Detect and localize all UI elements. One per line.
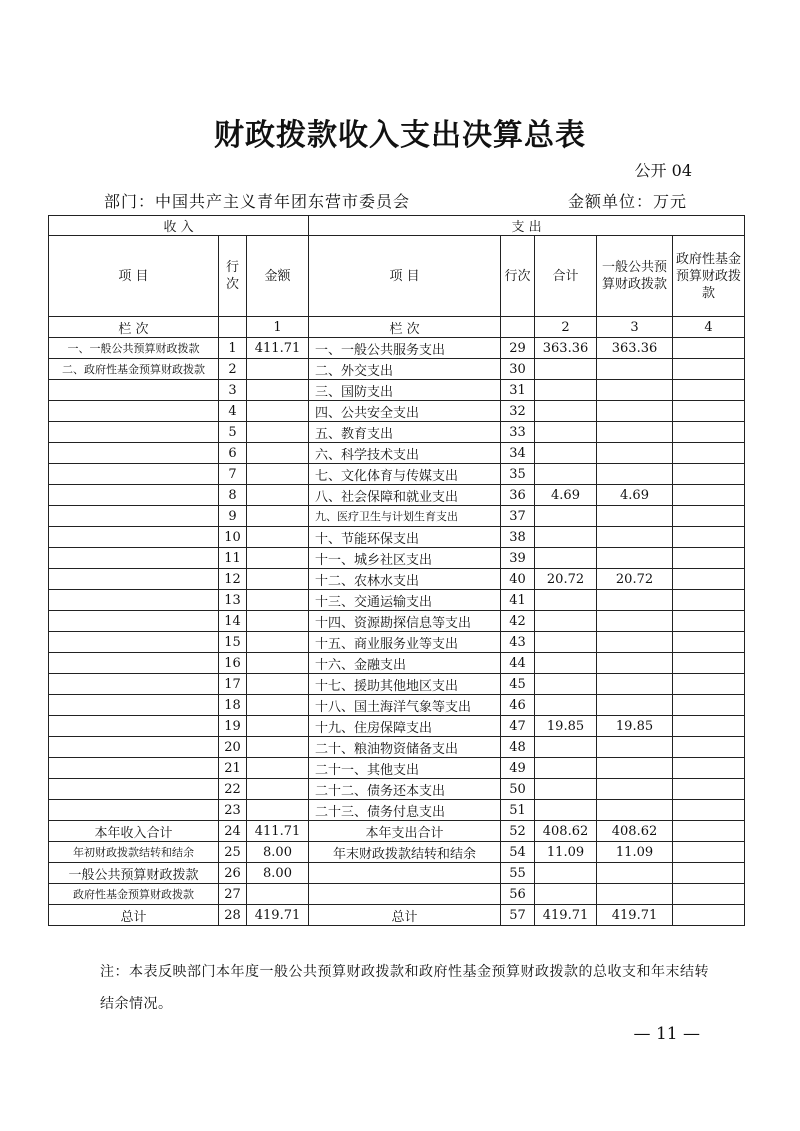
income-item-cell — [49, 653, 219, 674]
general-budget-cell — [597, 443, 673, 464]
table-row — [49, 716, 745, 737]
gov-fund-cell — [673, 905, 745, 926]
income-index-label: 栏 次 — [49, 317, 219, 338]
income-amount-cell — [247, 485, 309, 506]
gov-fund-cell — [673, 695, 745, 716]
general-budget-cell — [597, 611, 673, 632]
general-budget-cell: 408.62 — [597, 821, 673, 842]
income-amount-cell — [247, 695, 309, 716]
table-row — [49, 569, 745, 590]
income-row-no-cell: 4 — [219, 401, 247, 422]
income-item-cell — [49, 464, 219, 485]
expense-row-no-cell: 29 — [501, 338, 535, 359]
expense-total-cell: 363.36 — [535, 338, 597, 359]
income-row-no-cell: 7 — [219, 464, 247, 485]
expense-row-no-cell: 57 — [501, 905, 535, 926]
gov-fund-header: 政府性基金预算财政拨款 — [673, 236, 745, 317]
expense-item-cell: 五、教育支出 — [309, 422, 501, 443]
income-amount-cell — [247, 569, 309, 590]
expense-item-cell: 十、节能环保支出 — [309, 527, 501, 548]
expense-index-label: 栏 次 — [309, 317, 501, 338]
expense-total-cell — [535, 590, 597, 611]
income-amount-cell: 8.00 — [247, 863, 309, 884]
table-row — [49, 821, 745, 842]
income-section-header: 收 入 — [49, 216, 309, 236]
general-budget-cell — [597, 632, 673, 653]
table-row — [49, 422, 745, 443]
expense-item-cell: 六、科学技术支出 — [309, 443, 501, 464]
general-budget-cell — [597, 779, 673, 800]
gov-fund-cell — [673, 338, 745, 359]
table-row — [49, 611, 745, 632]
income-amount-cell — [247, 800, 309, 821]
expense-row-no-cell: 52 — [501, 821, 535, 842]
expense-row-no-cell: 48 — [501, 737, 535, 758]
expense-row-no-cell: 37 — [501, 506, 535, 527]
expense-total-cell: 20.72 — [535, 569, 597, 590]
expense-item-cell: 二、外交支出 — [309, 359, 501, 380]
expense-total-cell: 408.62 — [535, 821, 597, 842]
expense-total-cell — [535, 527, 597, 548]
table-row — [49, 653, 745, 674]
income-row-no-cell: 16 — [219, 653, 247, 674]
table-row — [49, 758, 745, 779]
income-index-c1: 1 — [247, 317, 309, 338]
expense-row-no-cell: 30 — [501, 359, 535, 380]
table-row — [49, 779, 745, 800]
expense-item-cell: 十三、交通运输支出 — [309, 590, 501, 611]
table-row — [49, 401, 745, 422]
page-number: — 11 — — [633, 1024, 700, 1044]
expense-row-no-cell: 39 — [501, 548, 535, 569]
income-amount-cell — [247, 758, 309, 779]
expense-item-cell: 二十二、债务还本支出 — [309, 779, 501, 800]
expense-item-cell: 十四、资源勘探信息等支出 — [309, 611, 501, 632]
expense-row-no-cell: 38 — [501, 527, 535, 548]
table-row — [49, 548, 745, 569]
expense-item-cell: 二十、粮油物资储备支出 — [309, 737, 501, 758]
table-row — [49, 443, 745, 464]
income-amount-cell — [247, 548, 309, 569]
gov-fund-cell — [673, 674, 745, 695]
income-item-cell: 一、一般公共预算财政拨款 — [49, 338, 219, 359]
income-row-no-cell: 19 — [219, 716, 247, 737]
income-row-no-cell: 26 — [219, 863, 247, 884]
income-item-cell — [49, 695, 219, 716]
expense-item-cell: 四、公共安全支出 — [309, 401, 501, 422]
expense-total-cell: 19.85 — [535, 716, 597, 737]
expense-total-cell — [535, 737, 597, 758]
expense-row-no-cell: 44 — [501, 653, 535, 674]
expense-row-no-cell: 31 — [501, 380, 535, 401]
expense-item-cell: 二十一、其他支出 — [309, 758, 501, 779]
income-row-no-cell: 27 — [219, 884, 247, 905]
general-budget-cell — [597, 695, 673, 716]
expense-item-cell: 年末财政拨款结转和结余 — [309, 842, 501, 863]
expense-item-cell: 十五、商业服务业等支出 — [309, 632, 501, 653]
expense-total-cell — [535, 800, 597, 821]
expense-total-cell — [535, 464, 597, 485]
income-item-cell: 总计 — [49, 905, 219, 926]
income-amount-cell — [247, 737, 309, 758]
income-row-no-cell: 12 — [219, 569, 247, 590]
form-code: 公开 04 — [634, 161, 692, 180]
expense-item-cell: 一、一般公共服务支出 — [309, 338, 501, 359]
income-row-no-cell: 25 — [219, 842, 247, 863]
table-row — [49, 485, 745, 506]
gov-fund-cell — [673, 590, 745, 611]
expense-index-c4: 4 — [673, 317, 745, 338]
income-row-no-cell: 18 — [219, 695, 247, 716]
expense-item-cell: 八、社会保障和就业支出 — [309, 485, 501, 506]
income-row-no-cell: 5 — [219, 422, 247, 443]
expense-row-no-cell: 45 — [501, 674, 535, 695]
income-amount-cell — [247, 464, 309, 485]
income-amount-cell — [247, 674, 309, 695]
income-row-no-cell: 8 — [219, 485, 247, 506]
column-header-row — [49, 236, 745, 317]
expense-row-no-cell: 46 — [501, 695, 535, 716]
expense-row-no-cell: 49 — [501, 758, 535, 779]
income-row-no-header: 行次 — [219, 236, 247, 317]
income-amount-cell — [247, 779, 309, 800]
income-item-cell — [49, 737, 219, 758]
gov-fund-cell — [673, 884, 745, 905]
income-row-no-cell: 15 — [219, 632, 247, 653]
table-row — [49, 737, 745, 758]
expense-total-cell — [535, 653, 597, 674]
gov-fund-cell — [673, 737, 745, 758]
income-amount-header: 金额 — [247, 236, 309, 317]
general-budget-cell — [597, 674, 673, 695]
expense-index-c3: 3 — [597, 317, 673, 338]
expense-row-no-cell: 56 — [501, 884, 535, 905]
income-amount-cell — [247, 884, 309, 905]
section-header-row — [49, 216, 745, 236]
expense-row-no-header: 行次 — [501, 236, 535, 317]
income-item-cell — [49, 590, 219, 611]
expense-item-cell: 十七、援助其他地区支出 — [309, 674, 501, 695]
income-index-blank — [219, 317, 247, 338]
table-row — [49, 506, 745, 527]
expense-item-cell: 本年支出合计 — [309, 821, 501, 842]
gov-fund-cell — [673, 863, 745, 884]
income-row-no-cell: 11 — [219, 548, 247, 569]
expense-total-cell — [535, 863, 597, 884]
expense-total-cell — [535, 380, 597, 401]
income-item-cell — [49, 485, 219, 506]
gov-fund-cell — [673, 716, 745, 737]
expense-item-cell: 十八、国土海洋气象等支出 — [309, 695, 501, 716]
general-budget-cell — [597, 380, 673, 401]
income-row-no-cell: 3 — [219, 380, 247, 401]
expense-row-no-cell: 55 — [501, 863, 535, 884]
expense-total-cell — [535, 359, 597, 380]
general-budget-cell — [597, 758, 673, 779]
income-item-cell: 政府性基金预算财政拨款 — [49, 884, 219, 905]
expense-total-cell — [535, 548, 597, 569]
income-amount-cell — [247, 359, 309, 380]
income-row-no-cell: 9 — [219, 506, 247, 527]
income-item-header: 项 目 — [49, 236, 219, 317]
expense-total-cell — [535, 422, 597, 443]
income-item-cell — [49, 443, 219, 464]
column-index-row — [49, 317, 745, 338]
income-amount-cell — [247, 506, 309, 527]
expense-row-no-cell: 42 — [501, 611, 535, 632]
income-item-cell: 一般公共预算财政拨款 — [49, 863, 219, 884]
general-budget-cell: 419.71 — [597, 905, 673, 926]
expense-total-cell: 4.69 — [535, 485, 597, 506]
expense-item-cell: 九、医疗卫生与计划生育支出 — [309, 506, 501, 527]
income-item-cell — [49, 779, 219, 800]
expense-item-cell: 十一、城乡社区支出 — [309, 548, 501, 569]
page-title: 财政拨款收入支出决算总表 — [214, 118, 586, 153]
income-item-cell — [49, 506, 219, 527]
expense-row-no-cell: 32 — [501, 401, 535, 422]
expense-row-no-cell: 41 — [501, 590, 535, 611]
income-row-no-cell: 1 — [219, 338, 247, 359]
general-budget-cell — [597, 359, 673, 380]
general-budget-cell — [597, 884, 673, 905]
general-budget-cell — [597, 401, 673, 422]
income-amount-cell — [247, 380, 309, 401]
income-row-no-cell: 6 — [219, 443, 247, 464]
gov-fund-cell — [673, 380, 745, 401]
income-amount-cell — [247, 401, 309, 422]
table-row — [49, 632, 745, 653]
general-budget-cell — [597, 800, 673, 821]
gov-fund-cell — [673, 779, 745, 800]
income-amount-cell: 411.71 — [247, 821, 309, 842]
table-row — [49, 338, 745, 359]
expense-row-no-cell: 54 — [501, 842, 535, 863]
general-budget-cell: 11.09 — [597, 842, 673, 863]
general-budget-cell: 19.85 — [597, 716, 673, 737]
expense-item-cell — [309, 884, 501, 905]
general-budget-cell: 4.69 — [597, 485, 673, 506]
gov-fund-cell — [673, 632, 745, 653]
gov-fund-cell — [673, 527, 745, 548]
general-budget-cell — [597, 548, 673, 569]
income-item-cell — [49, 758, 219, 779]
income-item-cell: 年初财政拨款结转和结余 — [49, 842, 219, 863]
income-row-no-cell: 21 — [219, 758, 247, 779]
income-amount-cell: 8.00 — [247, 842, 309, 863]
footnote: 注：本表反映部门本年度一般公共预算财政拨款和政府性基金预算财政拨款的总收支和年末结转结余情况。 — [100, 964, 709, 1012]
income-item-cell — [49, 632, 219, 653]
unit-label: 金额单位：万元 — [568, 192, 688, 211]
gov-fund-cell — [673, 464, 745, 485]
table-row — [49, 674, 745, 695]
gov-fund-cell — [673, 611, 745, 632]
expense-row-no-cell: 43 — [501, 632, 535, 653]
income-amount-cell — [247, 653, 309, 674]
general-budget-cell — [597, 506, 673, 527]
table-row — [49, 359, 745, 380]
income-row-no-cell: 24 — [219, 821, 247, 842]
expense-total-cell — [535, 779, 597, 800]
income-amount-cell: 411.71 — [247, 338, 309, 359]
gov-fund-cell — [673, 422, 745, 443]
income-amount-cell — [247, 590, 309, 611]
income-item-cell — [49, 380, 219, 401]
general-budget-cell — [597, 527, 673, 548]
expense-total-cell — [535, 632, 597, 653]
expense-item-cell: 七、文化体育与传媒支出 — [309, 464, 501, 485]
expense-row-no-cell: 33 — [501, 422, 535, 443]
income-item-cell — [49, 716, 219, 737]
general-budget-cell — [597, 590, 673, 611]
gov-fund-cell — [673, 443, 745, 464]
expense-total-cell — [535, 401, 597, 422]
expense-row-no-cell: 35 — [501, 464, 535, 485]
income-item-cell — [49, 800, 219, 821]
income-item-cell — [49, 611, 219, 632]
expense-row-no-cell: 36 — [501, 485, 535, 506]
income-item-cell — [49, 569, 219, 590]
income-amount-cell — [247, 611, 309, 632]
gov-fund-cell — [673, 548, 745, 569]
general-budget-cell — [597, 863, 673, 884]
gov-fund-cell — [673, 800, 745, 821]
expense-item-header: 项 目 — [309, 236, 501, 317]
budget-table — [48, 215, 745, 926]
table-row — [49, 695, 745, 716]
expense-total-cell — [535, 611, 597, 632]
general-budget-cell — [597, 464, 673, 485]
general-budget-cell: 363.36 — [597, 338, 673, 359]
general-budget-cell — [597, 653, 673, 674]
gov-fund-cell — [673, 506, 745, 527]
income-item-cell — [49, 548, 219, 569]
general-budget-cell — [597, 737, 673, 758]
gov-fund-cell — [673, 485, 745, 506]
expense-item-cell — [309, 863, 501, 884]
income-amount-cell — [247, 716, 309, 737]
expense-item-cell: 三、国防支出 — [309, 380, 501, 401]
department-label: 部门：中国共产主义青年团东营市委员会 — [104, 192, 411, 211]
expense-row-no-cell: 50 — [501, 779, 535, 800]
expense-item-cell: 十二、农林水支出 — [309, 569, 501, 590]
income-row-no-cell: 2 — [219, 359, 247, 380]
general-budget-cell — [597, 422, 673, 443]
gov-fund-cell — [673, 569, 745, 590]
income-item-cell — [49, 674, 219, 695]
income-item-cell: 本年收入合计 — [49, 821, 219, 842]
gov-fund-cell — [673, 653, 745, 674]
gov-fund-cell — [673, 821, 745, 842]
income-item-cell: 二、政府性基金预算财政拨款 — [49, 359, 219, 380]
income-row-no-cell: 22 — [219, 779, 247, 800]
income-row-no-cell: 14 — [219, 611, 247, 632]
income-item-cell — [49, 527, 219, 548]
expense-item-cell: 十九、住房保障支出 — [309, 716, 501, 737]
income-row-no-cell: 20 — [219, 737, 247, 758]
expense-total-cell — [535, 443, 597, 464]
table-row — [49, 842, 745, 863]
table-row — [49, 884, 745, 905]
gov-fund-cell — [673, 758, 745, 779]
income-item-cell — [49, 422, 219, 443]
expense-item-cell: 总计 — [309, 905, 501, 926]
income-amount-cell — [247, 632, 309, 653]
general-budget-cell: 20.72 — [597, 569, 673, 590]
expense-total-cell — [535, 695, 597, 716]
gov-fund-cell — [673, 401, 745, 422]
income-row-no-cell: 23 — [219, 800, 247, 821]
expense-row-no-cell: 51 — [501, 800, 535, 821]
income-amount-cell — [247, 527, 309, 548]
gov-fund-cell — [673, 842, 745, 863]
income-row-no-cell: 10 — [219, 527, 247, 548]
expense-total-cell: 419.71 — [535, 905, 597, 926]
general-budget-header: 一般公共预算财政拨款 — [597, 236, 673, 317]
expense-item-cell: 二十三、债务付息支出 — [309, 800, 501, 821]
expense-total-header: 合计 — [535, 236, 597, 317]
expense-index-c2: 2 — [535, 317, 597, 338]
table-row — [49, 800, 745, 821]
expense-total-cell — [535, 674, 597, 695]
table-row — [49, 863, 745, 884]
income-amount-cell — [247, 443, 309, 464]
expense-section-header: 支 出 — [309, 216, 745, 236]
expense-total-cell — [535, 884, 597, 905]
expense-item-cell: 十六、金融支出 — [309, 653, 501, 674]
income-row-no-cell: 13 — [219, 590, 247, 611]
table-row — [49, 464, 745, 485]
table-row — [49, 905, 745, 926]
expense-row-no-cell: 40 — [501, 569, 535, 590]
table-row — [49, 590, 745, 611]
expense-row-no-cell: 47 — [501, 716, 535, 737]
gov-fund-cell — [673, 359, 745, 380]
income-item-cell — [49, 401, 219, 422]
table-row — [49, 527, 745, 548]
expense-index-blank — [501, 317, 535, 338]
expense-total-cell — [535, 506, 597, 527]
table-row — [49, 380, 745, 401]
expense-total-cell: 11.09 — [535, 842, 597, 863]
expense-row-no-cell: 34 — [501, 443, 535, 464]
income-amount-cell: 419.71 — [247, 905, 309, 926]
income-row-no-cell: 28 — [219, 905, 247, 926]
income-row-no-cell: 17 — [219, 674, 247, 695]
income-amount-cell — [247, 422, 309, 443]
expense-total-cell — [535, 758, 597, 779]
